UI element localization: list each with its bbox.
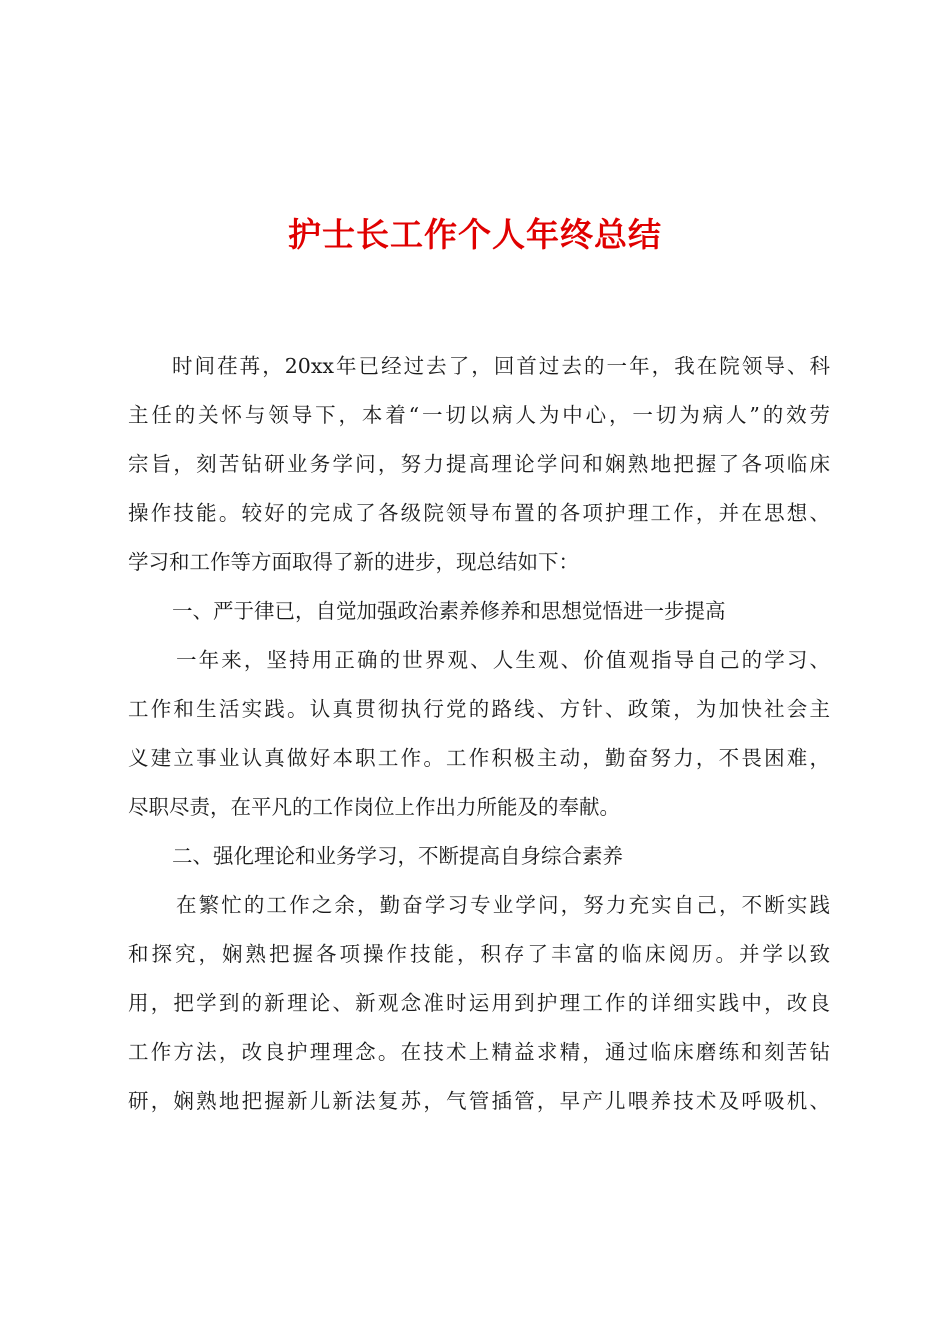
paragraph-line: 和探究，娴熟把握各项操作技能，积存了丰富的临床阅历。并学以致 bbox=[128, 942, 830, 966]
paragraph-line: 学习和工作等方面取得了新的进步，现总结如下： bbox=[128, 550, 579, 574]
paragraph-line: 工作方法，改良护理理念。在技术上精益求精，通过临床磨练和刻苦钻 bbox=[128, 1040, 830, 1064]
paragraph-line: 宗旨，刻苦钻研业务学问，努力提高理论学问和娴熟地把握了各项临床 bbox=[128, 452, 830, 476]
paragraph-line: 在繁忙的工作之余，勤奋学习专业学问，努力充实自己，不断实践 bbox=[176, 893, 830, 917]
paragraph-line: 研，娴熟地把握新儿新法复苏，气管插管，早产儿喂养技术及呼吸机、 bbox=[128, 1089, 830, 1113]
paragraph-line: 工作和生活实践。认真贯彻执行党的路线、方针、政策，为加快社会主 bbox=[128, 697, 830, 721]
section-heading: 二、强化理论和业务学习，不断提高自身综合素养 bbox=[172, 844, 623, 868]
paragraph-line: 主任的关怀与领导下，本着“一切以病人为中心，一切为病人”的效劳 bbox=[128, 403, 830, 427]
paragraph-line: 一年来，坚持用正确的世界观、人生观、价值观指导自己的学习、 bbox=[176, 648, 830, 672]
document-body bbox=[128, 342, 830, 1126]
paragraph-line: 义建立事业认真做好本职工作。工作积极主动，勤奋努力，不畏困难， bbox=[128, 746, 830, 770]
section-heading: 一、严于律已，自觉加强政治素养修养和思想觉悟进一步提高 bbox=[172, 599, 726, 623]
document-title: 护士长工作个人年终总结 bbox=[288, 215, 662, 254]
paragraph-line: 时间荏苒，20xx年已经过去了，回首过去的一年，我在院领导、科 bbox=[172, 354, 830, 378]
paragraph-line: 用，把学到的新理论、新观念准时运用到护理工作的详细实践中，改良 bbox=[128, 991, 830, 1015]
paragraph-line: 操作技能。较好的完成了各级院领导布置的各项护理工作，并在思想、 bbox=[128, 501, 830, 525]
paragraph-line: 尽职尽责，在平凡的工作岗位上作出力所能及的奉献。 bbox=[128, 795, 620, 819]
